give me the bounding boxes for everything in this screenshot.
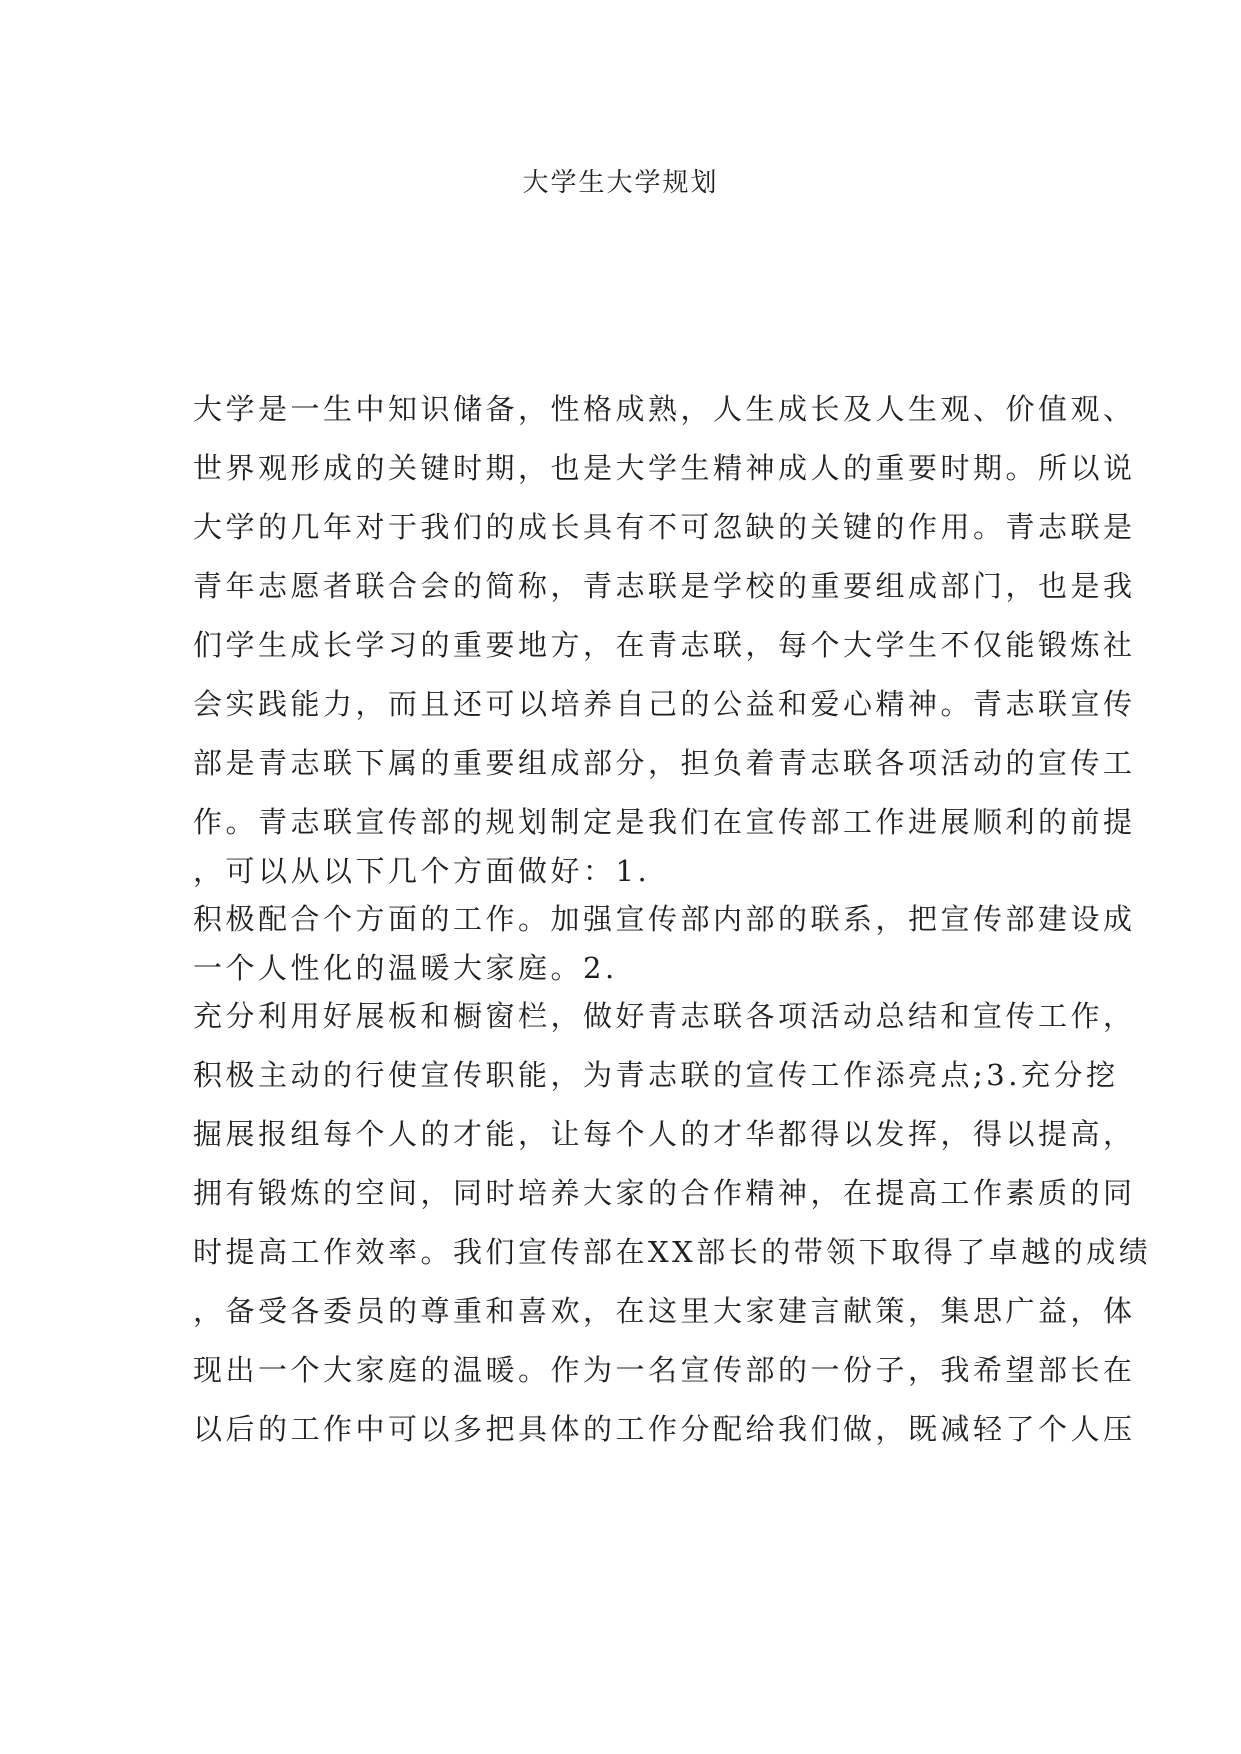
body-line: ，可以从以下几个方面做好：1. [193,854,651,888]
body-line: 拥有锻炼的空间，同时培养大家的合作精神，在提高工作素质的同 [193,1176,1136,1210]
body-line: 一个人性化的温暖大家庭。2. [193,951,618,985]
body-line: 青年志愿者联合会的简称，青志联是学校的重要组成部门，也是我 [193,569,1136,603]
body-line: 时提高工作效率。我们宣传部在XX部长的带领下取得了卓越的成绩 [193,1235,1152,1269]
document-title: 大学生大学规划 [522,168,719,198]
body-line: 会实践能力，而且还可以培养自己的公益和爱心精神。青志联宣传 [193,687,1136,721]
body-line: 部是青志联下属的重要组成部分，担负着青志联各项活动的宣传工 [193,746,1136,780]
body-line: 充分利用好展板和橱窗栏，做好青志联各项活动总结和宣传工作， [193,999,1136,1033]
body-line: 大学的几年对于我们的成长具有不可忽缺的关键的作用。青志联是 [193,510,1136,544]
body-line: 们学生成长学习的重要地方，在青志联，每个大学生不仅能锻炼社 [193,628,1136,662]
body-line: 大学是一生中知识储备，性格成熟，人生成长及人生观、价值观、 [193,392,1136,426]
body-line: ，备受各委员的尊重和喜欢，在这里大家建言献策，集思广益，体 [193,1294,1136,1328]
body-line: 积极主动的行使宣传职能，为青志联的宣传工作添亮点;3.充分挖 [193,1058,1119,1092]
body-line: 作。青志联宣传部的规划制定是我们在宣传部工作进展顺利的前提 [193,805,1136,839]
body-line: 掘展报组每个人的才能，让每个人的才华都得以发挥，得以提高， [193,1117,1136,1151]
body-line: 以后的工作中可以多把具体的工作分配给我们做，既减轻了个人压 [193,1412,1136,1446]
body-line: 现出一个大家庭的温暖。作为一名宣传部的一份子，我希望部长在 [193,1353,1136,1387]
document-body [193,380,1152,1459]
body-line: 积极配合个方面的工作。加强宣传部内部的联系，把宣传部建设成 [193,902,1136,936]
body-line: 世界观形成的关键时期，也是大学生精神成人的重要时期。所以说 [193,451,1136,485]
